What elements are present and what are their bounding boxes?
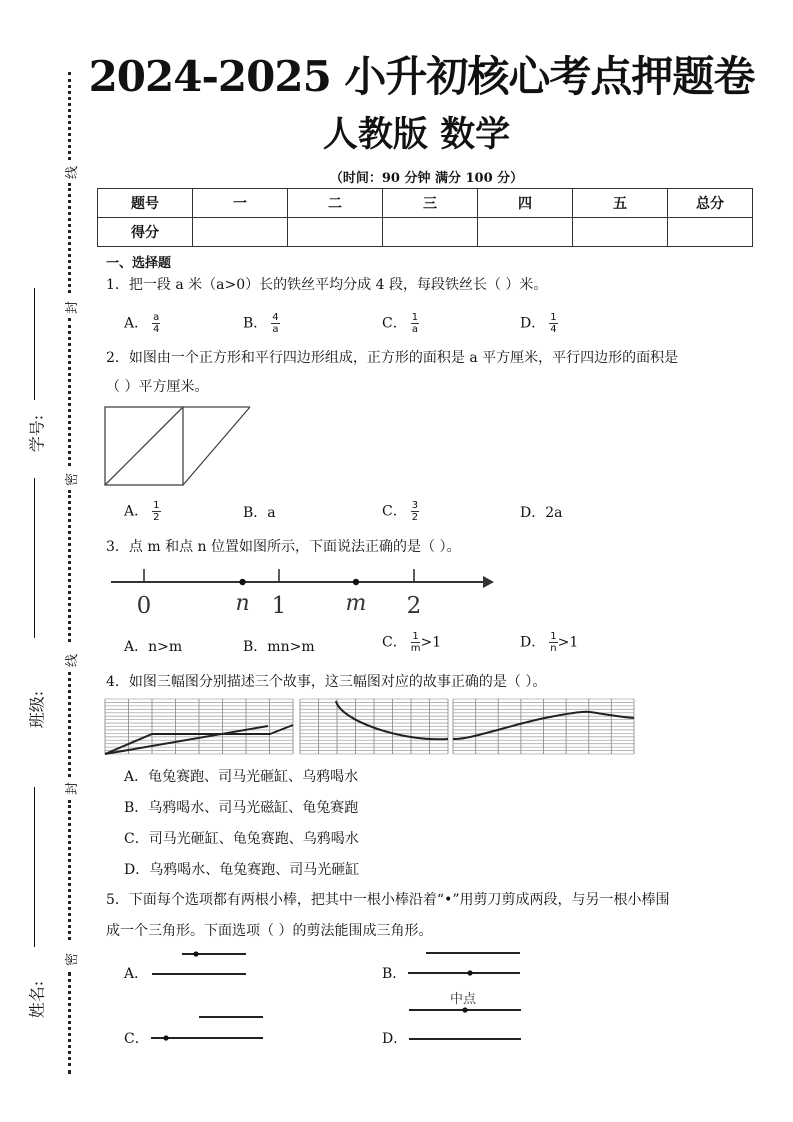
fraction (549, 631, 557, 654)
table-header-cell: 二 (288, 189, 383, 218)
denominator: 2 (153, 512, 160, 523)
q5-option-b-label[interactable]: B． (382, 966, 407, 982)
class-label: 班级: (27, 690, 47, 729)
numerator: 1 (550, 631, 557, 642)
option-text: 2a (545, 505, 563, 521)
score-table (97, 188, 753, 247)
table-header-cell: 五 (573, 189, 668, 218)
option-label: B． (243, 315, 268, 332)
margin-mark-xian: 线 (65, 653, 81, 668)
fraction (549, 312, 557, 335)
margin-mark-mi: 密 (65, 952, 81, 967)
number-line-arrow (483, 576, 494, 588)
q1-option-c[interactable] (382, 312, 419, 335)
denominator: a (272, 324, 279, 335)
name-label: 姓名: (27, 980, 47, 1019)
score-row-label: 得分 (98, 218, 193, 247)
option-text: mn>m (267, 639, 315, 655)
q5-option-a-label[interactable]: A． (124, 966, 149, 982)
fraction (411, 631, 421, 654)
q3-option-c[interactable] (382, 631, 441, 654)
fraction (411, 312, 419, 335)
numerator: 1 (411, 312, 419, 323)
margin-mark-feng: 封 (65, 781, 81, 796)
number-line-tick-label: 2 (406, 593, 422, 619)
q5-option-c-label[interactable]: C． (124, 1031, 149, 1047)
score-cell[interactable] (288, 218, 383, 247)
cut-point-dot (193, 951, 198, 956)
q2-option-a[interactable] (124, 500, 161, 523)
question-5-stem-line2: 成一个三角形。下面选项（ ）的剪法能围成三角形。 (106, 923, 433, 939)
denominator: 2 (411, 512, 419, 523)
midpoint-label: 中点 (450, 992, 477, 1007)
q2-option-c[interactable] (382, 500, 419, 523)
sticks-figures (0, 0, 1, 1)
q1-option-d[interactable] (520, 312, 558, 335)
margin-dotted-line (68, 183, 74, 293)
question-3-stem: 3．点 m 和点 n 位置如图所示，下面说法正确的是（ ）。 (106, 539, 461, 555)
option-text: 龟兔赛跑、司马光砸缸、乌鸦喝水 (148, 769, 359, 785)
margin-mark-feng: 封 (65, 300, 81, 315)
denominator: 4 (550, 324, 557, 335)
option-label: C． (124, 831, 149, 847)
number-line-point-label: m (345, 591, 367, 616)
score-table-header-row (98, 189, 753, 218)
number-line-point-label: n (235, 591, 250, 616)
q5-option-d-label[interactable]: D． (382, 1031, 408, 1047)
q2-option-d[interactable] (520, 502, 563, 522)
number-line-point-m (353, 579, 359, 585)
student-id-line[interactable] (34, 288, 35, 400)
margin-dotted-line (68, 972, 74, 1074)
q3-option-a[interactable] (124, 636, 182, 656)
question-1-stem: 1．把一段 a 米（a>0）长的铁丝平均分成 4 段，每段铁丝长（ ）米。 (106, 277, 548, 293)
score-cell[interactable] (383, 218, 478, 247)
numerator: 4 (272, 312, 279, 323)
graph-2 (300, 699, 448, 754)
numerator: 1 (412, 631, 419, 642)
student-id-label: 学号: (27, 414, 47, 453)
question-2-stem-line2: （ ）平方厘米。 (106, 379, 209, 395)
score-cell[interactable] (193, 218, 288, 247)
cut-point-dot (462, 1007, 467, 1012)
option-suffix: >1 (420, 634, 442, 651)
option-label: D． (520, 505, 546, 521)
option-label: B． (124, 800, 149, 816)
q3-option-d[interactable] (520, 631, 578, 654)
score-cell[interactable] (478, 218, 573, 247)
option-label: B． (243, 639, 268, 655)
graph-3 (453, 699, 634, 754)
cut-point-dot (467, 970, 472, 975)
option-label: C． (382, 503, 407, 520)
margin-mark-mi: 密 (65, 472, 81, 487)
option-label: A． (124, 639, 149, 655)
q4-option-b[interactable] (124, 797, 358, 817)
option-text: 乌鸦喝水、司马光磁缸、龟兔赛跑 (148, 800, 359, 816)
number-line-tick-label: 1 (271, 593, 287, 619)
option-label: D． (124, 862, 150, 878)
square-diagonal (105, 407, 183, 485)
option-text: 乌鸦喝水、龟兔赛跑、司马光砸缸 (149, 862, 360, 878)
section-title: 一、选择题 (106, 256, 172, 271)
score-cell[interactable] (668, 218, 753, 247)
denominator: 4 (153, 324, 160, 335)
option-label: D． (520, 634, 546, 651)
cut-point-dot (163, 1035, 168, 1040)
number-line-tick-label: 0 (136, 593, 152, 619)
exam-title: 2024-2025 小升初核心考点押题卷 (88, 52, 755, 101)
denominator: m (410, 643, 421, 654)
exam-subtitle: 人教版 数学 (322, 114, 511, 155)
fraction (271, 312, 279, 335)
option-text: 司马光砸缸、龟兔赛跑、乌鸦喝水 (148, 831, 359, 847)
q4-option-c[interactable] (124, 828, 359, 848)
option-label: A． (124, 769, 149, 785)
fraction (152, 500, 160, 523)
q3-option-b[interactable] (243, 636, 315, 656)
option-suffix: >1 (557, 634, 579, 651)
denominator: a (411, 324, 418, 335)
margin-dotted-line (68, 490, 74, 642)
option-text: a (267, 505, 276, 521)
option-label: A． (124, 503, 149, 520)
option-label: D． (520, 315, 546, 332)
margin-mark-xian: 线 (65, 165, 81, 180)
table-header-cell: 四 (478, 189, 573, 218)
fraction (152, 312, 160, 335)
option-label: C． (382, 634, 407, 651)
number-line-point-n (239, 579, 245, 585)
score-table-score-row (98, 218, 753, 247)
option-label: A． (124, 315, 149, 332)
table-header-cell: 三 (383, 189, 478, 218)
fraction (411, 500, 419, 523)
question-2-stem-line1: 2．如图由一个正方形和平行四边形组成，正方形的面积是 a 平方厘米，平行四边形的面积是 (106, 350, 679, 366)
table-header-cell: 总分 (668, 189, 753, 218)
question-4-stem: 4．如图三幅图分别描述三个故事，这三幅图对应的故事正确的是（ ）。 (106, 674, 547, 690)
denominator: n (550, 643, 557, 654)
parallelogram-right-edge (183, 407, 250, 485)
option-label: C． (382, 315, 407, 332)
option-text: n>m (148, 639, 183, 655)
margin-dotted-line (68, 672, 74, 777)
class-line[interactable] (34, 787, 35, 947)
time-info: （时间：90 分钟 满分 100 分） (329, 171, 524, 186)
question-5-stem-line1: 5．下面每个选项都有两根小棒，把其中一根小棒沿着“•”用剪刀剪成两段，与另一根小棒围 (106, 892, 670, 908)
q1-option-a[interactable] (124, 312, 160, 335)
q2-option-b[interactable] (243, 502, 276, 522)
score-cell[interactable] (573, 218, 668, 247)
student-id-line-lower (34, 478, 35, 638)
margin-dotted-line (68, 318, 74, 466)
numerator: 1 (153, 500, 160, 511)
numerator: 3 (411, 500, 419, 511)
option-label: B． (243, 505, 268, 521)
q4-option-d[interactable] (124, 859, 359, 879)
table-header-cell: 题号 (98, 189, 193, 218)
table-header-cell: 一 (193, 189, 288, 218)
q4-option-a[interactable] (124, 766, 358, 786)
numerator: 1 (550, 312, 557, 323)
q1-option-b[interactable] (243, 312, 280, 335)
margin-dotted-line (68, 800, 74, 940)
numerator: a (153, 312, 160, 323)
